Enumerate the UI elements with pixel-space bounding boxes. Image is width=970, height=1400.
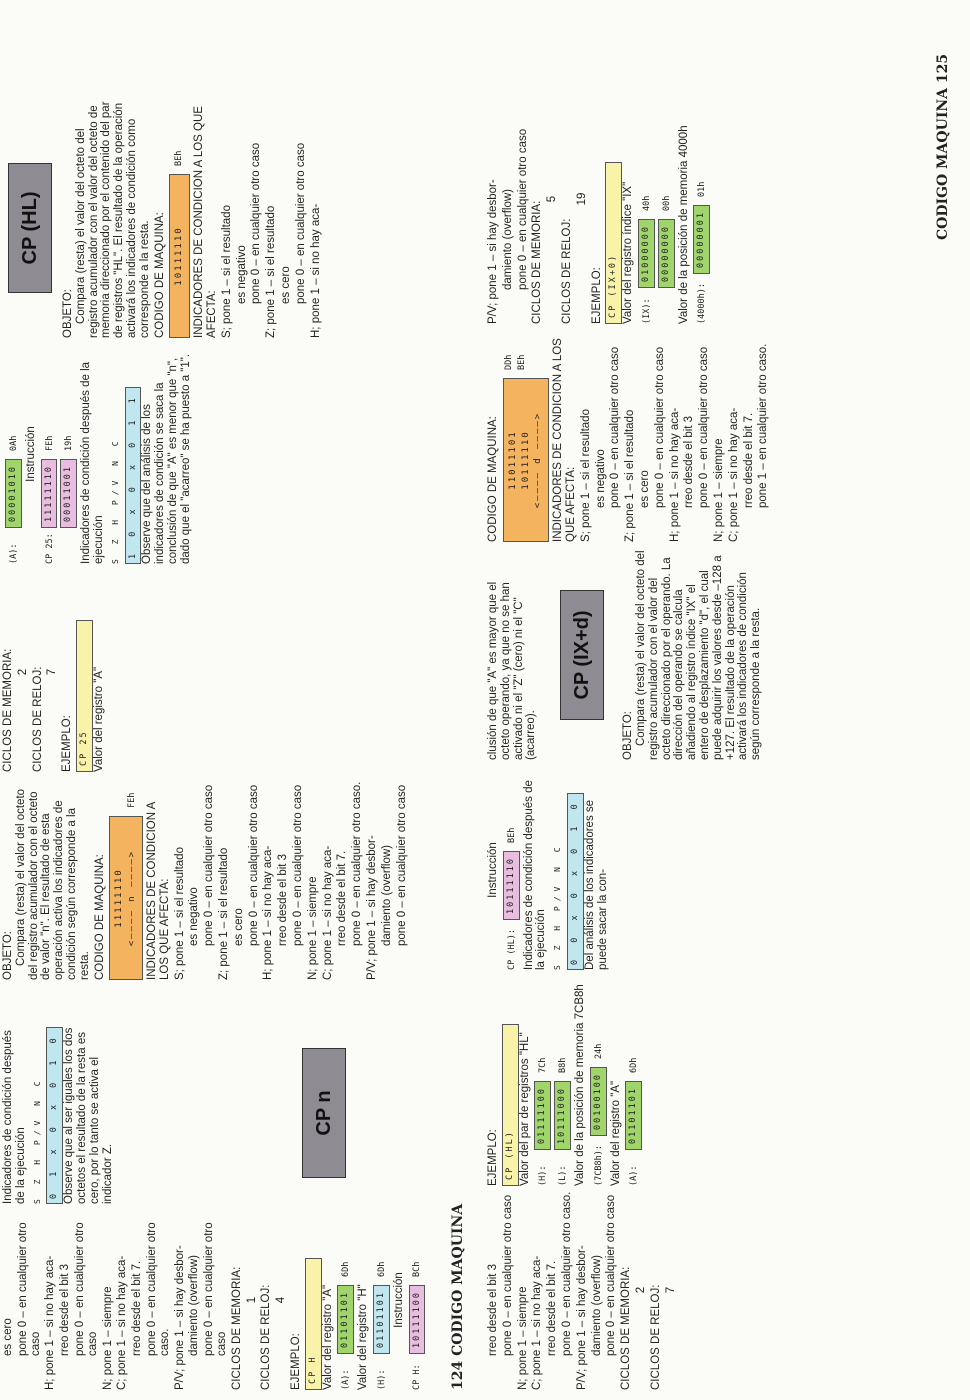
column-7 xyxy=(487,1190,927,1390)
memory-cycles-value: 1 xyxy=(245,1296,258,1304)
column-2 xyxy=(2,1024,442,1204)
flag-rule-line: es negativo xyxy=(188,887,201,946)
register-h-row: (H):011011016Dh xyxy=(373,1210,390,1390)
flags-affected-label: INDICADORES DE CONDICION A LOS QUE AFECTA: xyxy=(552,338,577,542)
flag-rule-line: H; pone 1 – si no hay aca- xyxy=(668,407,681,542)
register-a-caption: Valor del registro "A" xyxy=(321,1284,334,1390)
register-a-bits: 00001010 xyxy=(5,459,22,528)
column-11 xyxy=(487,332,927,542)
flag-rule-line: pone 0 – en cualquier otro caso xyxy=(247,784,260,946)
flag-rule-line: P/V; pone 1 – si hay desbor- xyxy=(365,835,378,980)
machine-code-row: 11011101 10111110 <———— d ————> DDh BEh xyxy=(503,332,549,542)
clock-cycles-label: CICLOS DE RELOJ: xyxy=(560,218,573,324)
note-text: Observe que al ser iguales los dos octetos el resultado de la resta es cero, por lo tanto se activa el indicador Z. xyxy=(63,1027,114,1204)
objective-label: OBJETO: xyxy=(2,931,14,980)
title-cp-hl: CP (HL) xyxy=(8,163,52,293)
flags-affect-list xyxy=(174,780,409,980)
instruction-caption: Instrucción xyxy=(392,1272,405,1328)
register-h-row: (H):011111007Ch xyxy=(534,976,551,1186)
column-12 xyxy=(487,74,927,324)
flag-rule-line: rreo desde el bit 3 xyxy=(683,415,696,508)
flags-affected-label: INDICADORES DE CONDICION A LOS QUE AFECTA: xyxy=(193,106,218,338)
instruction-row-1: CP 25:11111110FEh xyxy=(41,344,58,564)
objective-label: OBJETO: xyxy=(622,711,635,760)
flag-rule-line: es cero xyxy=(2,1318,14,1356)
flag-rule-line: N; pone 1 – siempre xyxy=(712,438,725,542)
register-l-bits: 10111000 xyxy=(554,1081,571,1150)
page-124 xyxy=(2,50,482,1400)
page-125 xyxy=(487,50,967,1400)
instruction-row: CP H:10111100BCh xyxy=(409,1210,426,1390)
flag-rule-line: es cero xyxy=(279,266,292,304)
flag-rule-line: H; pone 1 – si no hay aca- xyxy=(262,845,275,980)
instruction-bits: 10111110 xyxy=(503,851,520,920)
register-a-row: (A):000010100Ah xyxy=(5,344,22,564)
register-hl-caption: Valor del par de registros "HL" xyxy=(518,1032,531,1186)
flag-rule-line: pone 0 – en cualquier otro caso xyxy=(605,1194,618,1356)
flag-rule-line: C; pone 1 – si no hay aca- xyxy=(116,1255,129,1390)
flag-rule-line: pone 1 – en cualquier otro caso. xyxy=(757,343,770,508)
flag-rule-line: Z; pone 1 – si el resultado xyxy=(624,409,637,542)
flag-rule-line: P/V; pone 1 – si hay desbor- xyxy=(173,1245,186,1390)
flag-rule-line: pone 0 – en cualquier otro caso xyxy=(203,784,216,946)
column-6 xyxy=(2,98,442,338)
flag-rule-line: pone 0 – en cualquier otro caso xyxy=(73,1222,99,1356)
flag-rule-line: pone 0 – en cualquier otro caso xyxy=(501,1194,514,1356)
flag-rule-line: pone 0 – en cualquier otro caso xyxy=(294,142,307,304)
example-label: EJEMPLO: xyxy=(590,267,603,324)
memory-cycles-value: 2 xyxy=(634,1286,647,1294)
register-h-bits: 01101101 xyxy=(373,1285,390,1354)
flag-header: S Z H P/V N C xyxy=(553,842,563,970)
flag-rule-line: damiento (overflow) xyxy=(501,189,514,290)
flag-rule-line: Z; pone 1 – si el resultado xyxy=(265,205,278,338)
flag-rule-line: P/V; pone 1 – si hay desbor- xyxy=(487,179,499,324)
machine-code-label: CODIGO DE MAQUINA: xyxy=(93,854,106,980)
flag-rule-line: rreo desde el bit 7. xyxy=(742,412,755,508)
objective-text: Compara (resta) el valor del octeto del registro acumulador con el octeto de valor "n". El resultado de esta operación activa los indicadores de condición según corresponde a la resta. xyxy=(14,788,91,980)
flag-rule-line: es negativo xyxy=(235,245,248,304)
example-instruction: CP (HL) xyxy=(502,1024,519,1186)
instruction-row-2: 0001100119h xyxy=(60,344,77,564)
page-footer-left: 124 CODIGO MAQUINA xyxy=(450,1203,466,1390)
flag-rule-line: H; pone 1 – si no hay aca- xyxy=(309,203,322,338)
flags-affect-list xyxy=(580,332,770,542)
flag-values: 1 0 x 0 x 0 1 1 xyxy=(125,387,142,564)
flag-rule-line: pone 0 – en cualquier otro caso. xyxy=(351,781,364,946)
flag-rule-line: N; pone 1 – siempre xyxy=(101,1286,114,1390)
register-ix-bits-2: 00000000 xyxy=(658,219,675,288)
column-1 xyxy=(2,1210,442,1390)
flag-rule-line: P/V; pone 1 – si hay desbor- xyxy=(575,1245,588,1390)
instruction-bits-2: 00011001 xyxy=(60,459,77,528)
memory-cycles-label: CICLOS DE MEMORIA: xyxy=(230,1266,243,1390)
flag-rule-line: pone 0 – en cualquier otro caso xyxy=(291,784,304,946)
register-ix-bits-1: 01000000 xyxy=(638,219,655,288)
memory-cycles-label: CICLOS DE MEMORIA: xyxy=(2,648,14,772)
register-ix-row-2: 0000000000h xyxy=(658,74,675,324)
column-10 xyxy=(487,550,927,760)
flag-rule-line: pone 0 – en cualquier otro caso. xyxy=(145,1222,171,1356)
flag-header: S Z H P/V N C xyxy=(32,1076,42,1204)
machine-code-box: 10111110 xyxy=(169,174,190,338)
memory-caption: Valor de la posición de memoria 7CB8h xyxy=(573,984,586,1186)
flag-rule-line: rreo desde el bit 3 xyxy=(59,1263,72,1356)
flags-affect-list xyxy=(2,1210,229,1390)
clock-cycles-value: 7 xyxy=(46,668,59,676)
example-instruction: CP (IX+0) xyxy=(605,162,622,324)
column-4 xyxy=(2,572,442,772)
register-a-bits: 01101101 xyxy=(337,1285,354,1354)
flag-rule-line: pone 0 – en cualquier otro caso xyxy=(16,1222,42,1356)
register-a-row: (A):011011016Dh xyxy=(625,976,642,1186)
machine-code-row: 10111110BEh xyxy=(169,98,190,338)
register-ix-row: (IX):0100000040h xyxy=(638,74,655,324)
flag-rule-line: es cero xyxy=(638,470,651,508)
clock-cycles-label: CICLOS DE RELOJ: xyxy=(260,1284,273,1390)
example-label: EJEMPLO: xyxy=(289,1333,302,1390)
memory-cycles-label: CICLOS DE MEMORIA: xyxy=(531,200,544,324)
flag-rule-line: S; pone 1 – si el resultado xyxy=(220,205,233,338)
flag-rule-line: pone 0 – en cualquier otro caso xyxy=(250,142,263,304)
flag-rule-line: pone 0 – en cualquier otro caso xyxy=(698,346,711,508)
clock-cycles-value: 19 xyxy=(575,192,588,206)
register-ix-caption: Valor del registro índice "IX" xyxy=(622,181,635,324)
page-footer-right: CODIGO MAQUINA 125 xyxy=(935,53,951,240)
example-instruction: CP H xyxy=(305,1258,322,1390)
flag-rule-line: pone 0 – en cualquier otro caso. xyxy=(560,1191,573,1356)
example-label: EJEMPLO: xyxy=(61,715,74,772)
machine-code-row: 11111110 <———— n ————> FEh xyxy=(109,780,143,980)
flag-rule-line: damiento (overflow) xyxy=(188,1255,201,1356)
flag-rule-line: C; pone 1 – si no hay aca- xyxy=(531,1255,544,1390)
flag-rule-line: pone 0 – en cualquier otro caso xyxy=(516,128,529,290)
register-a-row: (A):011011016Dh xyxy=(337,1210,354,1390)
flag-rule-line: es cero xyxy=(232,908,245,946)
title-cp-ix: CP (IX+d) xyxy=(560,590,604,720)
flag-rule-line: N; pone 1 – siempre xyxy=(306,876,319,980)
column-8 xyxy=(487,976,927,1186)
memory-cycles-label: CICLOS DE MEMORIA: xyxy=(620,1266,633,1390)
flag-rule-line: S; pone 1 – si el resultado xyxy=(579,409,592,542)
objective-text: Compara (resta) el valor del octeto del registro acumulador con el valor del octeto direccionado por el operando. La dirección del operando se calcula añadiendo al registro índice "IX" el entero de desplazamiento "d", el cual puede adquirir los valores desde –128 a +127. El resultado de la operación activará los indicadores de condición según corresponde a la resta. xyxy=(634,550,763,760)
flag-rule-line: rreo desde el bit 7. xyxy=(336,850,349,946)
flags-after-caption: Indicadores de condición después de la ejecución xyxy=(80,361,105,564)
column-9 xyxy=(487,770,927,970)
note-text: Observe que del análisis de los indicadores de condición se saca la conclusión de que "A" es menor que "n", dado que el "acarreo" se ha puesto a "1". xyxy=(141,353,192,564)
flags-affect-list xyxy=(221,98,323,338)
column-3 xyxy=(2,780,442,980)
flag-rule-line: pone 0 – en cualquier otro caso xyxy=(653,346,666,508)
flag-rule-line: C; pone 1 – si no hay aca- xyxy=(727,407,740,542)
flag-rule-line: H; pone 1 – si no hay aca- xyxy=(44,1255,57,1390)
register-a-caption: Valor del registro "A" xyxy=(609,1080,622,1186)
clock-cycles-value: 4 xyxy=(275,1296,288,1304)
flag-rule-line: rreo desde el bit 3 xyxy=(277,853,290,946)
instruction-caption: Instrucción xyxy=(487,842,499,898)
memory-row: (4000h):0000000101h xyxy=(693,74,710,324)
flag-rule-line: rreo desde el bit 3 xyxy=(487,1263,499,1356)
clock-cycles-label: CICLOS DE RELOJ: xyxy=(649,1284,662,1390)
instruction-row: CP (HL):10111110BEh xyxy=(503,770,520,970)
note-text: Del análisis de los indicadores se puede sacar la con- xyxy=(583,799,609,970)
flag-rule-line: N; pone 1 – siempre xyxy=(516,1286,529,1390)
example-label: EJEMPLO: xyxy=(487,1129,499,1186)
flag-rule-line: C; pone 1 – si no hay aca- xyxy=(321,845,334,980)
flag-values: 0 1 x 0 x 0 1 0 xyxy=(46,1027,63,1204)
example-instruction: CP 25 xyxy=(76,620,93,772)
objective-text: Compara (resta) el valor del octeto del registro acumulador con el valor del octeto de memoria direccionado por el contenido del par de registros "HL". El resultado de la operación activará los indicadores de condición como corresponde a la resta. xyxy=(74,101,151,338)
flag-rule-line: rreo desde el bit 7. xyxy=(131,1260,144,1356)
flag-rule-line: rreo desde el bit 7. xyxy=(546,1260,559,1356)
memory-caption: Valor de la posición de memoria 4000h xyxy=(677,125,690,324)
flags-affected-label: INDICADORES DE CONDICION A LOS QUE AFECTA: xyxy=(145,802,171,980)
memory-cycles-value: 5 xyxy=(546,195,559,203)
objective-label: OBJETO: xyxy=(62,289,74,338)
title-cp-n: CP n xyxy=(302,1048,346,1178)
flag-header: S Z H P/V N C xyxy=(110,436,120,564)
flags-affect-list xyxy=(487,74,529,324)
flags-affect-list xyxy=(487,1190,618,1390)
register-a-caption: Valor del registro "A" xyxy=(92,666,105,772)
flag-rule-line: S; pone 1 – si el resultado xyxy=(173,847,186,980)
register-h-caption: Valor del registro "H" xyxy=(357,1284,370,1390)
flag-rule-line: damiento (overflow) xyxy=(380,845,393,946)
memory-row: (7CB8h):0010010024h xyxy=(590,976,607,1186)
register-h-bits: 01111100 xyxy=(534,1081,551,1150)
memory-bits: 00000001 xyxy=(693,205,710,274)
machine-code-box: 11111110 <———— n ————> xyxy=(109,816,143,980)
register-l-row: (L):10111000B8h xyxy=(554,976,571,1186)
flag-rule-line: pone 0 – en cualquier otro caso xyxy=(609,346,622,508)
flag-rule-line: pone 0 – en cualquier otro caso xyxy=(395,784,408,946)
flag-rule-line: es negativo xyxy=(594,449,607,508)
clock-cycles-label: CICLOS DE RELOJ: xyxy=(31,666,44,772)
register-a-bits: 01101101 xyxy=(625,1081,642,1150)
flags-after-caption: Indicadores de condición después de la ejecución xyxy=(522,780,548,970)
machine-code-box: 11011101 10111110 <———— d ————> xyxy=(503,378,549,542)
flag-rule-line: Z; pone 1 – si el resultado xyxy=(217,847,230,980)
flag-rule-line: damiento (overflow) xyxy=(590,1255,603,1356)
instruction-caption: Instrucción xyxy=(24,426,37,482)
column-5 xyxy=(2,344,442,564)
memory-cycles-value: 2 xyxy=(16,668,29,676)
instruction-bits-1: 11111110 xyxy=(41,459,58,528)
memory-bits: 00100100 xyxy=(590,1067,607,1136)
instruction-bits: 10111100 xyxy=(409,1285,426,1354)
flag-rule-line: pone 0 – en cualquier otro caso xyxy=(203,1222,228,1356)
continued-text: clusión de que "A" es mayor que el octeto operando, ya que no se han activado ni el "Z" (cero) ni el "C" (acarreo). xyxy=(487,581,538,760)
machine-code-label: CODIGO DE MAQUINA: xyxy=(487,416,499,542)
flags-after-caption: Indicadores de condición después de la ejecución xyxy=(2,1030,27,1204)
flag-values: 0 0 x 0 x 0 1 0 xyxy=(567,793,584,970)
machine-code-label: CODIGO DE MAQUINA: xyxy=(153,212,166,338)
clock-cycles-value: 7 xyxy=(664,1286,677,1294)
